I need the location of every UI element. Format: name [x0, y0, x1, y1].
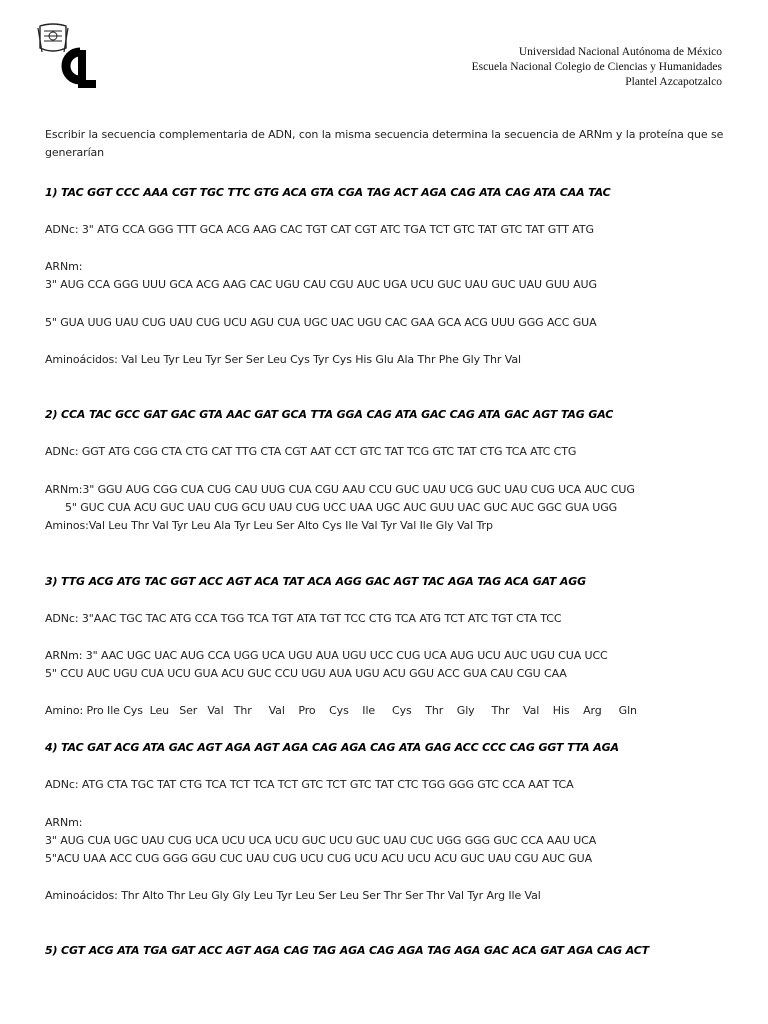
- exercise-3-arnm-3: ARNm: 3" AAC UGC UAC AUG CCA UGG UCA UGU AUA UGU UCC CUG UCA AUG UCU AUC UGU CUA UCC: [45, 649, 608, 662]
- exercise-2-title: 2) CCA TAC GCC GAT GAC GTA AAC GAT GCA TTA GGA CAG ATA GAC CAG ATA GAC AGT TAG GAC: [45, 408, 614, 421]
- university-name: Universidad Nacional Autónoma de México: [518, 46, 722, 58]
- exercise-3-arnm-5: 5" CCU AUC UGU CUA UCU GUA ACU GUC CCU UGU AUA UGU ACU GGU ACC GUA CAU CGU CAA: [45, 667, 567, 680]
- exercise-2-aminoacids: Aminos:Val Leu Thr Val Tyr Leu Ala Tyr Leu Ser Alto Cys Ile Val Tyr Val Ile Gly Val Trp: [45, 519, 493, 532]
- exercise-4-title: 4) TAC GAT ACG ATA GAC AGT AGA AGT AGA CAG AGA CAG ATA GAG ACC CCC CAG GGT TTA AGA: [45, 741, 619, 754]
- exercise-4-arnm-3: 3" AUG CUA UGC UAU CUG UCA UCU UCA UCU GUC UCU GUC UAU CUC UGG GGG GUC CCA AAU UCA: [45, 834, 597, 847]
- school-name: Escuela Nacional Colegio de Ciencias y Humanidades: [471, 61, 722, 73]
- exercise-1-arnm-label: ARNm:: [45, 260, 83, 273]
- exercise-3-adnc: ADNc: 3"AAC TGC TAC ATG CCA TGG TCA TGT ATA TGT TCC CTG TCA ATG TCT ATC TGT CTA TCC: [45, 612, 562, 625]
- exercise-2-adnc: ADNc: GGT ATG CGG CTA CTG CAT TTG CTA CGT AAT CCT GTC TAT TCG GTC TAT CTG TCA ATC CTG: [45, 445, 577, 458]
- exercise-1-arnm-5: 5" GUA UUG UAU CUG UAU CUG UCU AGU CUA UGC UAC UGU CAC GAA GCA ACG UUU GGG ACC GUA: [45, 316, 597, 329]
- exercise-4-arnm-5: 5"ACU UAA ACC CUG GGG GGU CUC UAU CUG UCU CUG UCU ACU UCU ACU GUC UAU CGU AUC GUA: [45, 852, 593, 865]
- exercise-1-aminoacids: Aminoácidos: Val Leu Tyr Leu Tyr Ser Ser Leu Cys Tyr Cys His Glu Ala Thr Phe Gly Thr Val: [45, 353, 521, 366]
- exercise-1-adnc: ADNc: 3" ATG CCA GGG TTT GCA ACG AAG CAC TGT CAT CGT ATC TGA TCT GTC TAT GTC TAT GTT ATG: [45, 223, 594, 236]
- exercise-1-title: 1) TAC GGT CCC AAA CGT TGC TTC GTG ACA GTA CGA TAG ACT AGA CAG ATA CAG ATA CAA TAC: [45, 186, 611, 199]
- exercise-1-arnm-3: 3" AUG CCA GGG UUU GCA ACG AAG CAC UGU CAU CGU AUC UGA UCU GUC UAU GUC UAU GUU AUG: [45, 278, 597, 291]
- instructions: Escribir la secuencia complementaria de ADN, con la misma secuencia determina la secuencia de ARNm y la proteína que se generarían: [45, 128, 724, 159]
- institution-logo: [36, 22, 98, 94]
- exercise-4-adnc: ADNc: ATG CTA TGC TAT CTG TCA TCT TCA TCT GTC TCT GTC TAT CTC TGG GGG GTC CCA AAT TCA: [45, 778, 574, 791]
- exercise-4-arnm-label: ARNm:: [45, 816, 83, 829]
- exercise-2-arnm-3: ARNm:3" GGU AUG CGG CUA CUG CAU UUG CUA CGU AAU CCU GUC UAU UCG GUC UAU CUG UCA AUC CUG: [45, 483, 635, 496]
- campus-name: Plantel Azcapotzalco: [625, 76, 722, 88]
- exercise-4-aminoacids: Aminoácidos: Thr Alto Thr Leu Gly Gly Leu Tyr Leu Ser Leu Ser Thr Ser Thr Val Tyr Arg Ile Val: [45, 889, 541, 902]
- exercise-2-arnm-5: 5" GUC CUA ACU GUC UAU CUG GCU UAU CUG UCC UAA UGC AUC GUU UAC GUC AUC GGC GUA UGG: [65, 501, 618, 514]
- unam-shield-icon: [38, 24, 68, 52]
- cch-mark-icon: [66, 50, 96, 88]
- exercise-5-title: 5) CGT ACG ATA TGA GAT ACC AGT AGA CAG TAG AGA CAG AGA TAG AGA GAC ACA GAT AGA CAG ACT: [45, 944, 650, 957]
- institution-header: [472, 45, 722, 90]
- exercise-3-aminoacids: Amino: Pro Ile Cys Leu Ser Val Thr Val Pro Cys Ile Cys Thr Gly Thr Val His Arg Gln: [45, 704, 637, 717]
- exercise-3-title: 3) TTG ACG ATG TAC GGT ACC AGT ACA TAT ACA AGG GAC AGT TAC AGA TAG ACA GAT AGG: [45, 575, 587, 588]
